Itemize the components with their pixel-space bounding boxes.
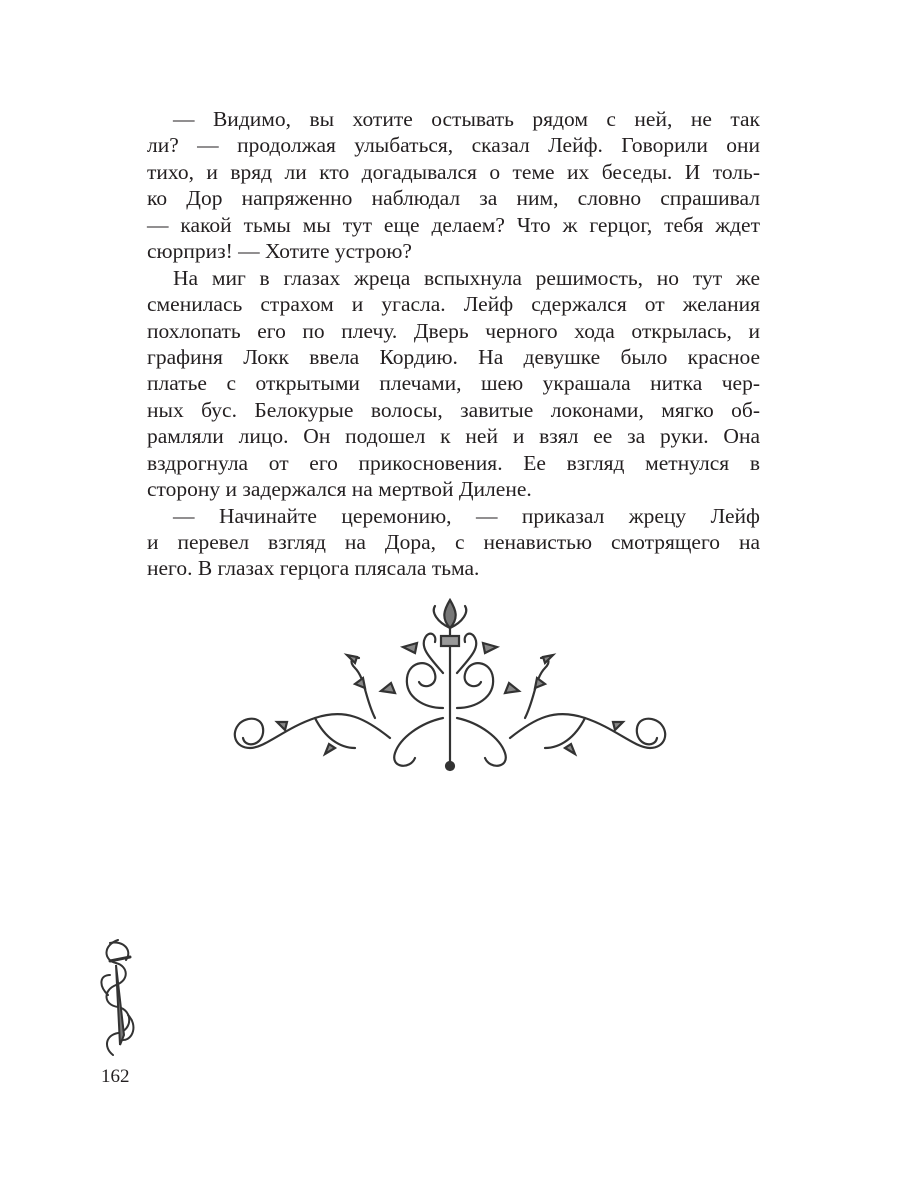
text-line: вздрогнула от его прикосновения. Ее взгляд метнулся в (147, 450, 760, 475)
text-line: похлопать его по плечу. Дверь черного хода открылась, и (147, 318, 760, 343)
text-line: — Видимо, вы хотите остывать рядом с ней, не так (173, 107, 760, 131)
ornament-divider-icon (225, 598, 675, 773)
text-line: графиня Локк ввела Кордию. На девушке было красное (147, 344, 760, 369)
text-line: ных бус. Белокурые волосы, завитые локонами, мягко об- (147, 397, 760, 422)
text-line: — какой тьмы мы тут еще делаем? Что ж герцог, тебя ждет (147, 212, 760, 237)
text-line: сюрприз! — Хотите устрою? (147, 239, 412, 264)
text-line: ко Дор напряженно наблюдал за ним, словно спрашивал (147, 186, 760, 211)
text-line: него. В глазах герцога плясала тьма. (147, 556, 480, 581)
text-line: и перевел взгляд на Дора, с ненавистью смотрящего на (147, 530, 760, 554)
text-line: рамляли лицо. Он подошел к ней и взял ее за руки. Она (147, 424, 760, 449)
text-line: На миг в глазах жреца вспыхнула решимость, но тут же (173, 265, 760, 290)
side-ornament-icon (88, 935, 148, 1060)
page-number: 162 (101, 1066, 130, 1087)
text-line: тихо, и вряд ли кто догадывался о теме их беседы. И толь- (147, 159, 760, 184)
text-line: сторону и задержался на мертвой Дилене. (147, 477, 532, 502)
text-line: — Начинайте церемонию, — приказал жрецу Лейф (173, 503, 760, 528)
text-line: платье с открытыми плечами, шею украшала нитка чер- (147, 371, 760, 396)
body-text (147, 106, 760, 582)
text-line: сменилась страхом и угасла. Лейф сдержался от желания (147, 292, 760, 317)
text-line: ли? — продолжая улыбаться, сказал Лейф. Говорили они (147, 133, 760, 158)
